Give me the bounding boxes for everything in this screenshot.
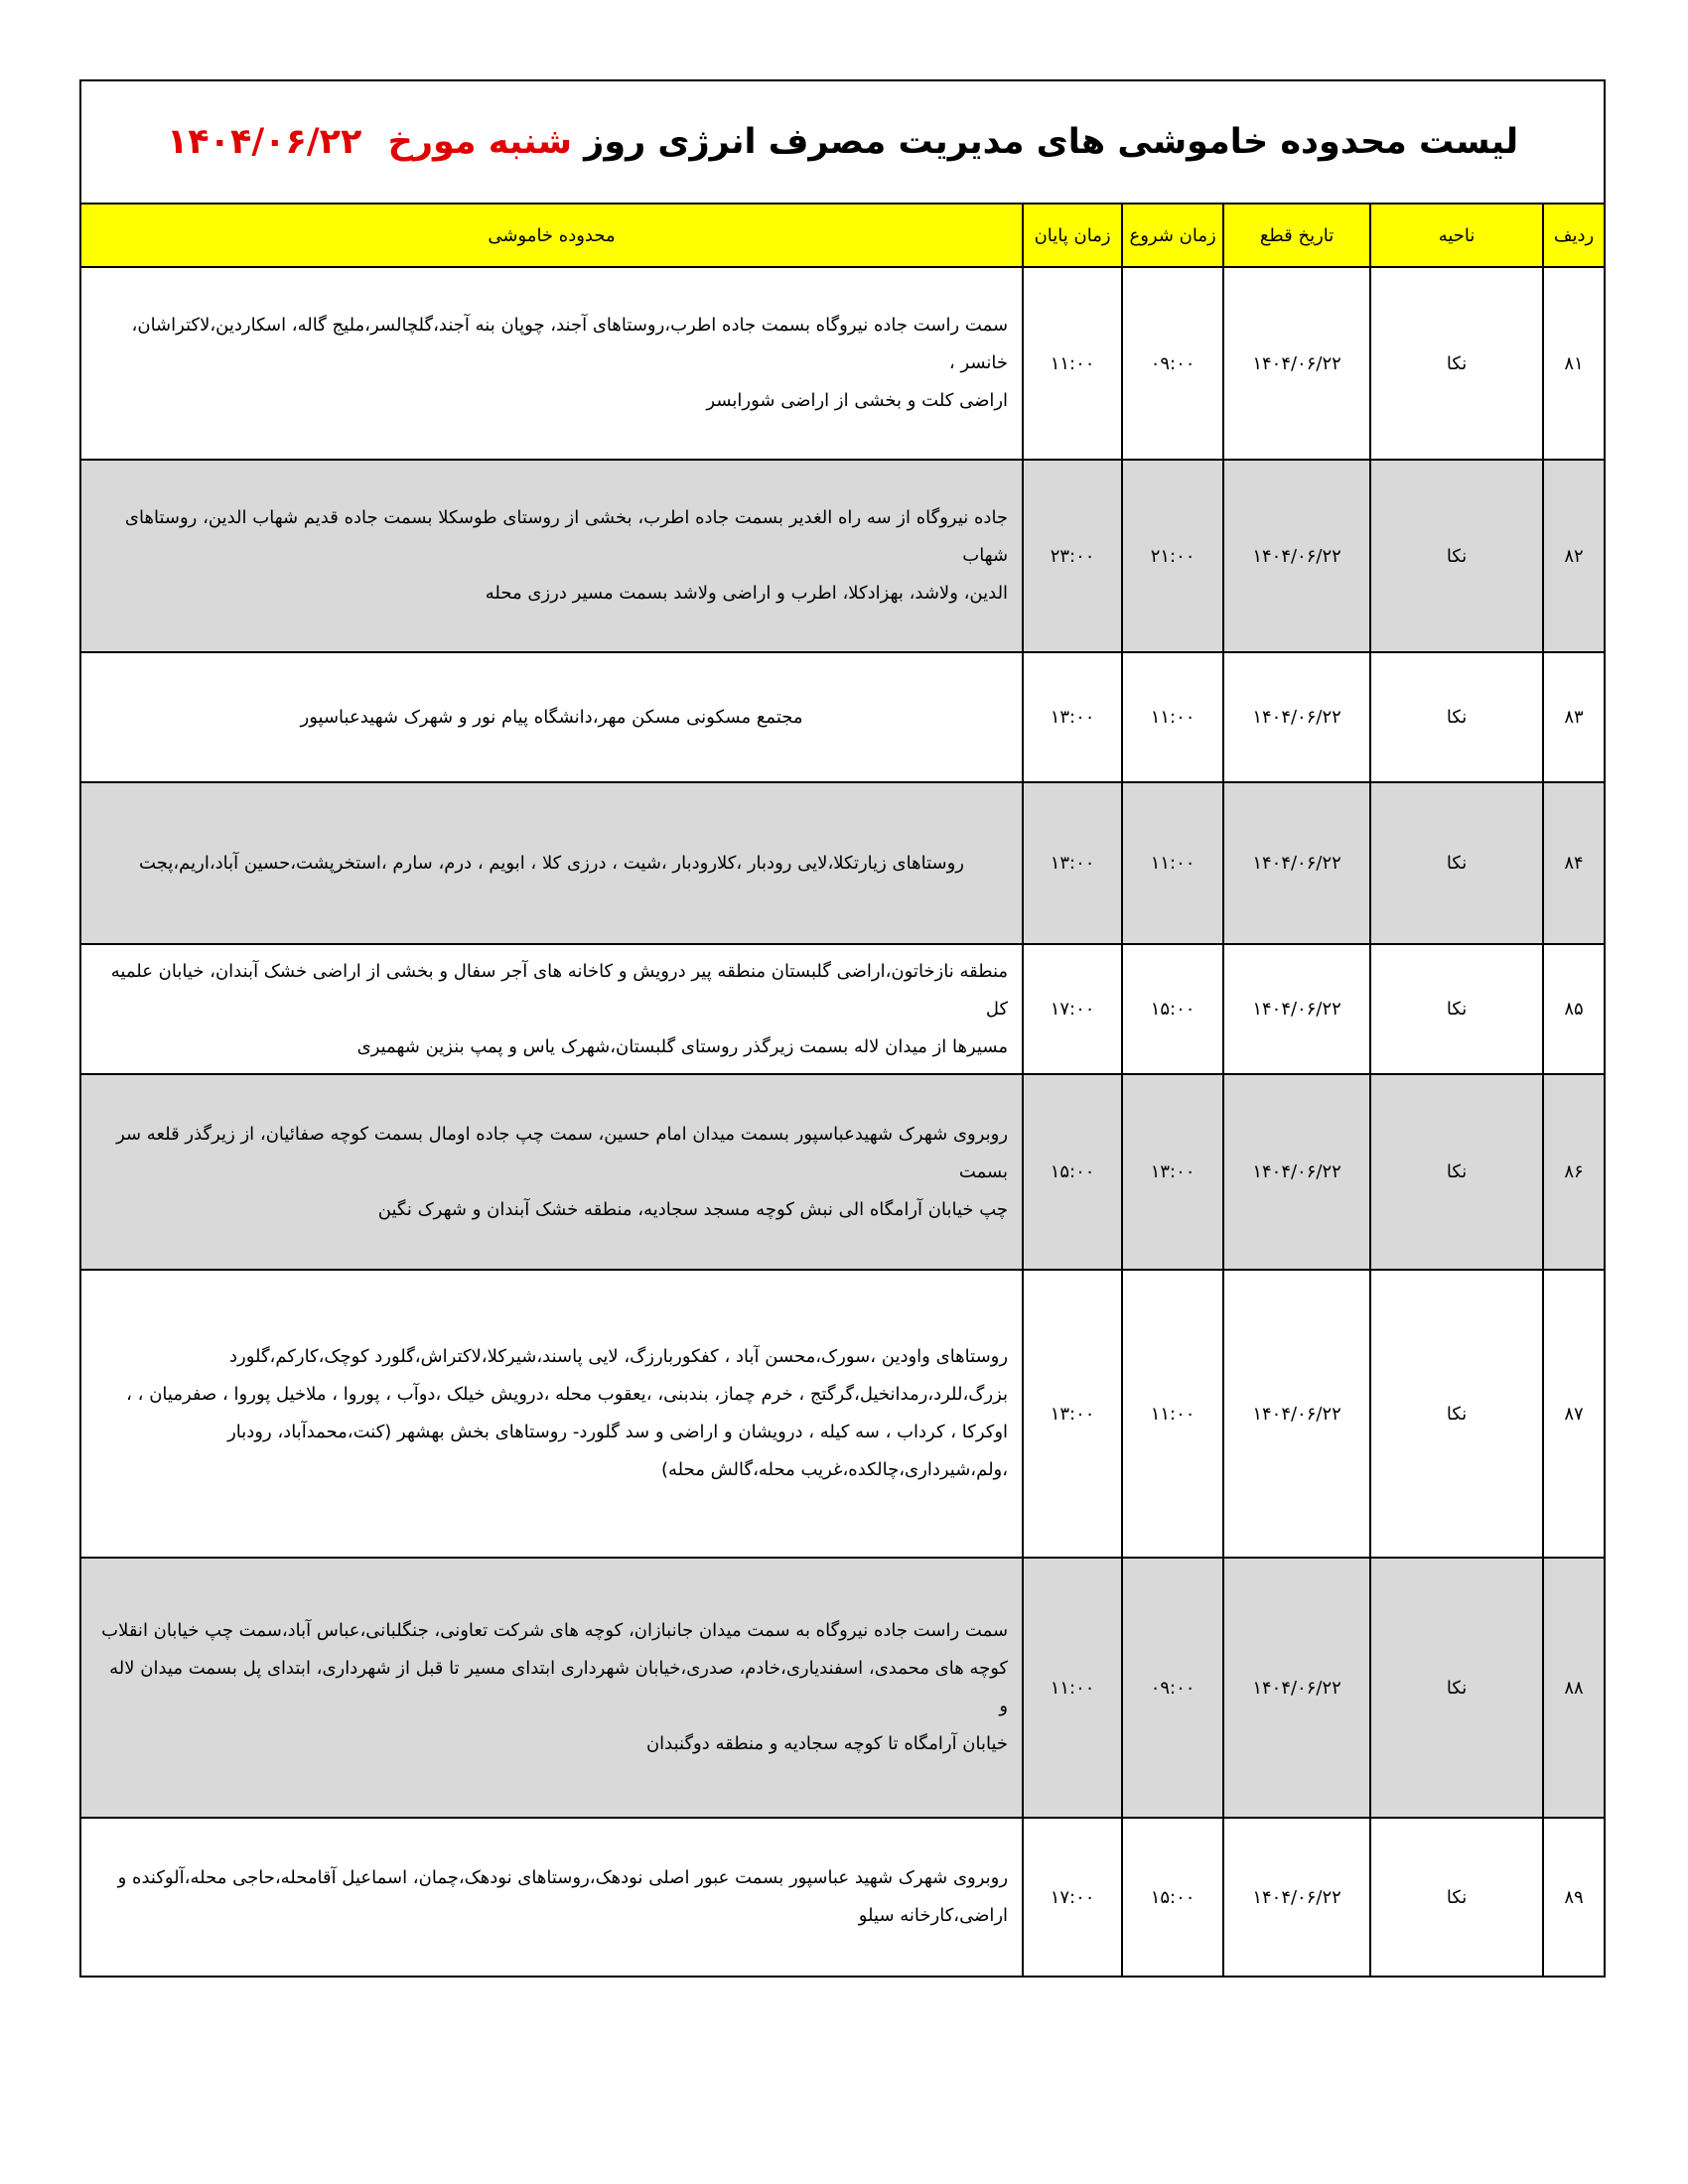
title-day: شنبه مورخ bbox=[387, 122, 572, 162]
row-number: ۸۴ bbox=[1543, 782, 1605, 944]
table-row bbox=[80, 1558, 1605, 1818]
outage-date: ۱۴۰۴/۰۶/۲۲ bbox=[1223, 267, 1370, 460]
area-line: منطقه نازخاتون،اراضی گلبستان منطقه پیر درویش و کاخانه های آجر سفال و بخشی از اراضی خشک آبندان، خیابان علمیه کل bbox=[110, 960, 1009, 1020]
header-district: ناحیه bbox=[1370, 204, 1543, 267]
area-line: بزرگ،للرد،رمدانخیل،گرگتج ، خرم چماز، بندبنی، ،یعقوب محله ،درویش خیلک ،دوآب ، پوروا ، ملاخیل پوروا ، صفرمیان ، ، bbox=[126, 1384, 1009, 1405]
outage-area bbox=[80, 1558, 1023, 1818]
district: نکا bbox=[1370, 1074, 1543, 1270]
row-number: ۸۳ bbox=[1543, 652, 1605, 782]
outage-sheet bbox=[79, 79, 1604, 1978]
table-row bbox=[80, 1074, 1605, 1270]
district: نکا bbox=[1370, 944, 1543, 1074]
end-time: ۱۱:۰۰ bbox=[1023, 1558, 1122, 1818]
row-number: ۸۱ bbox=[1543, 267, 1605, 460]
outage-date: ۱۴۰۴/۰۶/۲۲ bbox=[1223, 1558, 1370, 1818]
table-row bbox=[80, 460, 1605, 652]
end-time: ۱۳:۰۰ bbox=[1023, 782, 1122, 944]
outage-date: ۱۴۰۴/۰۶/۲۲ bbox=[1223, 1270, 1370, 1558]
header-outage-area: محدوده خاموشی bbox=[80, 204, 1023, 267]
district: نکا bbox=[1370, 1818, 1543, 1977]
outage-date: ۱۴۰۴/۰۶/۲۲ bbox=[1223, 652, 1370, 782]
end-time: ۱۳:۰۰ bbox=[1023, 1270, 1122, 1558]
area-line: چپ خیابان آرامگاه الی نبش کوچه مسجد سجادیه، منطقه خشک آبندان و شهرک نگین bbox=[377, 1198, 1009, 1220]
outage-area bbox=[80, 267, 1023, 460]
end-time: ۱۵:۰۰ bbox=[1023, 1074, 1122, 1270]
table-header-row bbox=[80, 204, 1605, 267]
table-row bbox=[80, 782, 1605, 944]
area-line: ،ولم،شیرداری،چالکده،غریب محله،گالش محله) bbox=[660, 1459, 1009, 1480]
end-time: ۱۱:۰۰ bbox=[1023, 267, 1122, 460]
row-number: ۸۷ bbox=[1543, 1270, 1605, 1558]
row-number: ۸۵ bbox=[1543, 944, 1605, 1074]
outage-area bbox=[80, 652, 1023, 782]
table-row bbox=[80, 1818, 1605, 1977]
outage-date: ۱۴۰۴/۰۶/۲۲ bbox=[1223, 1074, 1370, 1270]
outage-area bbox=[80, 782, 1023, 944]
outage-date: ۱۴۰۴/۰۶/۲۲ bbox=[1223, 460, 1370, 652]
outage-area bbox=[80, 944, 1023, 1074]
area-line: اراضی،کارخانه سیلو bbox=[858, 1905, 1009, 1926]
header-end-time: زمان پایان bbox=[1023, 204, 1122, 267]
start-time: ۱۱:۰۰ bbox=[1122, 652, 1223, 782]
area-line: کوچه های محمدی، اسفندیاری،خادم، صدری،خیابان شهرداری ابتدای مسیر تا قبل از شهرداری، ابتدای پل بسمت میدان لاله و bbox=[109, 1658, 1009, 1716]
outage-area bbox=[80, 1270, 1023, 1558]
outage-date: ۱۴۰۴/۰۶/۲۲ bbox=[1223, 1818, 1370, 1977]
title-date: ۱۴۰۴/۰۶/۲۲ bbox=[166, 122, 362, 162]
header-row-number: ردیف bbox=[1543, 204, 1605, 267]
header-date: تاریخ قطع bbox=[1223, 204, 1370, 267]
area-line: روستاهای واودین ،سورک،محسن آباد ، کفکوربارزگ، لایی پاسند،شیرکلا،لاکتراش،گلورد کوچک،کارکم،گلورد bbox=[228, 1346, 1009, 1367]
outage-date: ۱۴۰۴/۰۶/۲۲ bbox=[1223, 944, 1370, 1074]
district: نکا bbox=[1370, 460, 1543, 652]
table-row bbox=[80, 652, 1605, 782]
row-number: ۸۹ bbox=[1543, 1818, 1605, 1977]
start-time: ۰۹:۰۰ bbox=[1122, 1558, 1223, 1818]
area-line: مجتمع مسکونی مسکن مهر،دانشگاه پیام نور و شهرک شهیدعباسپور bbox=[300, 706, 803, 728]
outage-table bbox=[79, 79, 1606, 1978]
district: نکا bbox=[1370, 782, 1543, 944]
row-number: ۸۶ bbox=[1543, 1074, 1605, 1270]
district: نکا bbox=[1370, 1270, 1543, 1558]
outage-area bbox=[80, 1074, 1023, 1270]
area-line: روستاهای زیارتکلا،لایی رودبار ،کلارودبار ،شیت ، درزی کلا ، ابویم ، درم، سارم ،استخرپشت،حسین آباد،اریم،پجت bbox=[139, 852, 964, 874]
area-line: مسیرها از میدان لاله بسمت زیرگذر روستای گلبستان،شهرک یاس و پمپ بنزین شهمیری bbox=[356, 1035, 1009, 1057]
header-start-time: زمان شروع bbox=[1122, 204, 1223, 267]
outage-area bbox=[80, 460, 1023, 652]
area-line: روبروی شهرک شهیدعباسپور بسمت میدان امام حسین، سمت چپ جاده اومال بسمت کوچه صفائیان، از زیرگذر قلعه سر بسمت bbox=[116, 1123, 1009, 1182]
area-line: اراضی کلت و بخشی از اراضی شورابسر bbox=[706, 390, 1009, 411]
outage-area bbox=[80, 1818, 1023, 1977]
start-time: ۱۳:۰۰ bbox=[1122, 1074, 1223, 1270]
start-time: ۱۵:۰۰ bbox=[1122, 1818, 1223, 1977]
start-time: ۲۱:۰۰ bbox=[1122, 460, 1223, 652]
district: نکا bbox=[1370, 267, 1543, 460]
end-time: ۱۷:۰۰ bbox=[1023, 944, 1122, 1074]
start-time: ۱۱:۰۰ bbox=[1122, 782, 1223, 944]
area-line: سمت راست جاده نیروگاه بسمت جاده اطرب،روستاهای آجند، چوپان بنه آجند،گلچالسر،ملیج گاله، اسکاردین،لاکتراشان، خانسر ، bbox=[131, 315, 1009, 373]
row-number: ۸۸ bbox=[1543, 1558, 1605, 1818]
page-title bbox=[80, 80, 1605, 204]
district: نکا bbox=[1370, 1558, 1543, 1818]
start-time: ۱۵:۰۰ bbox=[1122, 944, 1223, 1074]
area-line: اوکرکا ، کرداب ، سه کیله ، درویشان و اراضی و سد گلورد- روستاهای بخش بهشهر (کنت،محمدآباد، رودبار bbox=[227, 1422, 1009, 1442]
table-row bbox=[80, 944, 1605, 1074]
district: نکا bbox=[1370, 652, 1543, 782]
table-row bbox=[80, 267, 1605, 460]
start-time: ۱۱:۰۰ bbox=[1122, 1270, 1223, 1558]
area-line: الدین، ولاشد، بهزادکلا، اطرب و اراضی ولاشد بسمت مسیر درزی محله bbox=[485, 583, 1009, 604]
start-time: ۰۹:۰۰ bbox=[1122, 267, 1223, 460]
title-prefix: لیست محدوده خاموشی های مدیریت مصرف انرژی روز bbox=[584, 122, 1519, 162]
table-row bbox=[80, 1270, 1605, 1558]
outage-date: ۱۴۰۴/۰۶/۲۲ bbox=[1223, 782, 1370, 944]
area-line: خیابان آرامگاه تا کوچه سجادیه و منطقه دوگنبدان bbox=[645, 1733, 1009, 1754]
end-time: ۲۳:۰۰ bbox=[1023, 460, 1122, 652]
area-line: روبروی شهرک شهید عباسپور بسمت عبور اصلی نودهک،روستاهای نودهک،چمان، اسماعیل آقامحله،حاجی محله،آلوکنده و bbox=[117, 1867, 1009, 1888]
end-time: ۱۷:۰۰ bbox=[1023, 1818, 1122, 1977]
area-line: جاده نیروگاه از سه راه الغدیر بسمت جاده اطرب، بخشی از روستای طوسکلا بسمت جاده قدیم شهاب الدین، روستاهای شهاب bbox=[124, 507, 1009, 566]
row-number: ۸۲ bbox=[1543, 460, 1605, 652]
end-time: ۱۳:۰۰ bbox=[1023, 652, 1122, 782]
area-line: سمت راست جاده نیروگاه به سمت میدان جانبازان، کوچه های شرکت تعاونی، جنگلبانی،عباس آباد،سمت چپ خیابان انقلاب bbox=[101, 1620, 1009, 1641]
